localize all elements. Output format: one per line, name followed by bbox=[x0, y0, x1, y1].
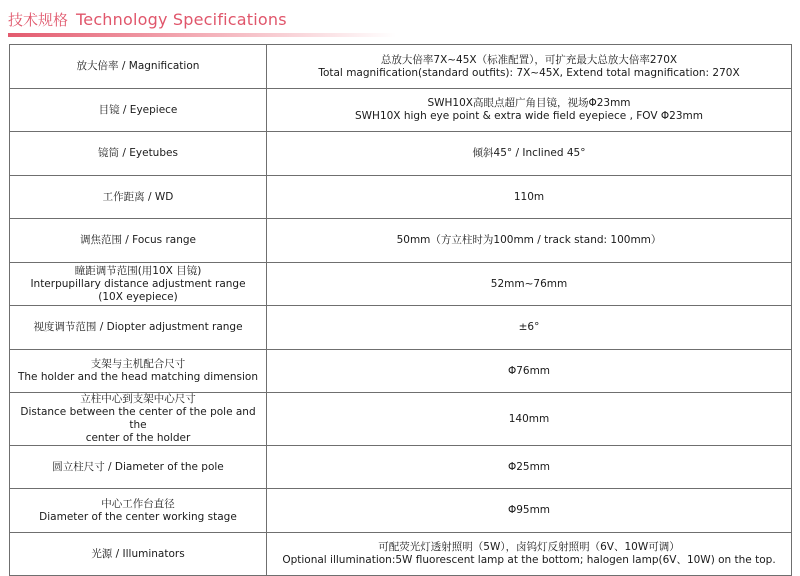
spec-row-eyepiece bbox=[10, 89, 792, 132]
spec-row-pole-holder-distance bbox=[10, 393, 792, 446]
spec-row-focus-range bbox=[10, 219, 792, 263]
spec-row-stage-diameter bbox=[10, 489, 792, 533]
spec-row-eyetubes bbox=[10, 132, 792, 176]
spec-row-illuminators bbox=[10, 533, 792, 576]
spec-label: 放大倍率 / Magnification bbox=[10, 45, 267, 89]
spec-row-pole-diameter bbox=[10, 446, 792, 489]
spec-value: 52mm~76mm bbox=[267, 263, 792, 306]
spec-label: 目镜 / Eyepiece bbox=[10, 89, 267, 132]
spec-label: 立柱中心到支架中心尺寸 Distance between the center of the pole and the center of the holder bbox=[10, 393, 267, 446]
spec-value: 倾斜45° / Inclined 45° bbox=[267, 132, 792, 176]
spec-row-magnification bbox=[10, 45, 792, 89]
page-title-english: Technology Specifications bbox=[76, 9, 287, 29]
title-underline-divider bbox=[8, 33, 396, 37]
spec-value: SWH10X高眼点超广角目镜，视场Φ23mm SWH10X high eye point & extra wide field eyepiece , FOV Φ23mm bbox=[267, 89, 792, 132]
spec-label: 瞳距调节范围(用10X 目镜) Interpupillary distance adjustment range (10X eyepiece) bbox=[10, 263, 267, 306]
spec-value: Φ95mm bbox=[267, 489, 792, 533]
spec-value: 140mm bbox=[267, 393, 792, 446]
spec-label: 工作距离 / WD bbox=[10, 176, 267, 219]
spec-label: 光源 / Illuminators bbox=[10, 533, 267, 576]
spec-value: Φ25mm bbox=[267, 446, 792, 489]
spec-label: 支架与主机配合尺寸 The holder and the head matching dimension bbox=[10, 350, 267, 393]
spec-label: 中心工作台直径 Diameter of the center working stage bbox=[10, 489, 267, 533]
spec-label: 镜筒 / Eyetubes bbox=[10, 132, 267, 176]
spec-value: 可配荧光灯透射照明（5W），卤钨灯反射照明（6V、10W可调） Optional illumination:5W fluorescent lamp at the bottom; halogen lamp(6V、10W) on the top. bbox=[267, 533, 792, 576]
spec-value: Φ76mm bbox=[267, 350, 792, 393]
spec-label: 调焦范围 / Focus range bbox=[10, 219, 267, 263]
spec-value: 110m bbox=[267, 176, 792, 219]
spec-label: 视度调节范围 / Diopter adjustment range bbox=[10, 306, 267, 350]
spec-row-holder-head-dimension bbox=[10, 350, 792, 393]
spec-label: 圆立柱尺寸 / Diameter of the pole bbox=[10, 446, 267, 489]
spec-value: 总放大倍率7X~45X（标准配置），可扩充最大总放大倍率270X Total magnification(standard outfits): 7X~45X, Extend total magnification: 270X bbox=[267, 45, 792, 89]
spec-row-diopter-adjustment bbox=[10, 306, 792, 350]
page-title-chinese: 技术规格 bbox=[8, 10, 69, 29]
specifications-table bbox=[9, 44, 792, 576]
spec-value: ±6° bbox=[267, 306, 792, 350]
spec-row-interpupillary-distance bbox=[10, 263, 792, 306]
spec-row-working-distance bbox=[10, 176, 792, 219]
page-header bbox=[8, 8, 287, 30]
spec-value: 50mm（方立柱时为100mm / track stand: 100mm） bbox=[267, 219, 792, 263]
